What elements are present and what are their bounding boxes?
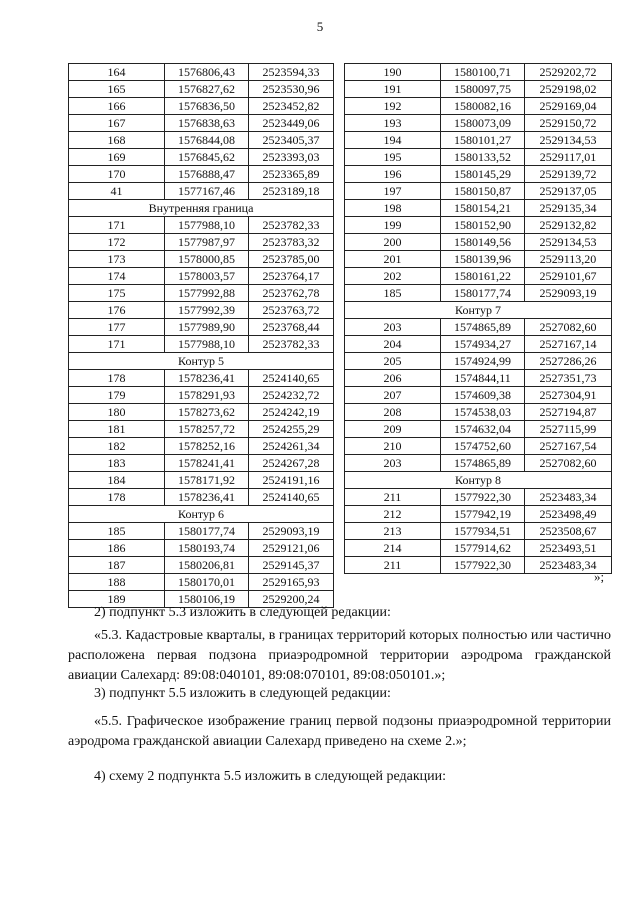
x-coordinate-cell: 1576806,43 — [165, 64, 249, 81]
table-row — [345, 149, 612, 166]
x-coordinate-cell: 1577914,62 — [441, 540, 525, 557]
y-coordinate-cell: 2524232,72 — [249, 387, 334, 404]
point-number-cell: 176 — [69, 302, 165, 319]
section-header-row — [69, 353, 334, 370]
point-number-cell: 195 — [345, 149, 441, 166]
table-row — [69, 319, 334, 336]
y-coordinate-cell: 2529165,93 — [249, 574, 334, 591]
x-coordinate-cell: 1580152,90 — [441, 217, 525, 234]
x-coordinate-cell: 1574924,99 — [441, 353, 525, 370]
y-coordinate-cell: 2524261,34 — [249, 438, 334, 455]
point-number-cell: 211 — [345, 489, 441, 506]
table-row — [345, 115, 612, 132]
x-coordinate-cell: 1580170,01 — [165, 574, 249, 591]
point-number-cell: 168 — [69, 132, 165, 149]
x-coordinate-cell: 1574865,89 — [441, 319, 525, 336]
table-row — [69, 489, 334, 506]
section-header-cell: Внутренняя граница — [69, 200, 334, 217]
x-coordinate-cell: 1574844,11 — [441, 370, 525, 387]
page-number: 5 — [316, 19, 324, 34]
point-number-cell: 206 — [345, 370, 441, 387]
point-number-cell: 186 — [69, 540, 165, 557]
x-coordinate-cell: 1574934,27 — [441, 336, 525, 353]
table-row — [69, 472, 334, 489]
point-number-cell: 166 — [69, 98, 165, 115]
point-number-cell: 193 — [345, 115, 441, 132]
point-number-cell: 185 — [69, 523, 165, 540]
point-number-cell: 171 — [69, 336, 165, 353]
y-coordinate-cell: 2529134,53 — [525, 234, 612, 251]
table-row — [345, 183, 612, 200]
point-number-cell: 180 — [69, 404, 165, 421]
table-row — [69, 404, 334, 421]
point-number-cell: 203 — [345, 455, 441, 472]
point-number-cell: 169 — [69, 149, 165, 166]
section-header-row — [69, 506, 334, 523]
point-number-cell: 175 — [69, 285, 165, 302]
point-number-cell: 172 — [69, 234, 165, 251]
y-coordinate-cell: 2523452,82 — [249, 98, 334, 115]
point-number-cell: 184 — [69, 472, 165, 489]
x-coordinate-cell: 1580154,21 — [441, 200, 525, 217]
point-number-cell: 178 — [69, 370, 165, 387]
y-coordinate-cell: 2529101,67 — [525, 268, 612, 285]
y-coordinate-cell: 2523508,67 — [525, 523, 612, 540]
point-number-cell: 189 — [69, 591, 165, 608]
y-coordinate-cell: 2523530,96 — [249, 81, 334, 98]
y-coordinate-cell: 2529134,53 — [525, 132, 612, 149]
table-row — [69, 115, 334, 132]
table-row — [345, 98, 612, 115]
point-number-cell: 192 — [345, 98, 441, 115]
table-row — [345, 370, 612, 387]
x-coordinate-cell: 1577922,30 — [441, 489, 525, 506]
x-coordinate-cell: 1580145,29 — [441, 166, 525, 183]
x-coordinate-cell: 1576845,62 — [165, 149, 249, 166]
point-number-cell: 41 — [69, 183, 165, 200]
y-coordinate-cell: 2524140,65 — [249, 370, 334, 387]
y-coordinate-cell: 2523768,44 — [249, 319, 334, 336]
y-coordinate-cell: 2523393,03 — [249, 149, 334, 166]
x-coordinate-cell: 1580149,56 — [441, 234, 525, 251]
point-number-cell: 203 — [345, 319, 441, 336]
table-row — [345, 404, 612, 421]
x-coordinate-cell: 1577992,88 — [165, 285, 249, 302]
table-row — [69, 234, 334, 251]
x-coordinate-cell: 1580206,81 — [165, 557, 249, 574]
table-row — [69, 540, 334, 557]
paragraph-item-2: 2) подпункт 5.3 изложить в следующей редакции: — [94, 605, 391, 620]
table-row — [345, 387, 612, 404]
point-number-cell: 210 — [345, 438, 441, 455]
x-coordinate-cell: 1577934,51 — [441, 523, 525, 540]
point-number-cell: 178 — [69, 489, 165, 506]
point-number-cell: 181 — [69, 421, 165, 438]
x-coordinate-cell: 1574632,04 — [441, 421, 525, 438]
table-row — [69, 132, 334, 149]
table-row — [345, 438, 612, 455]
table-row — [345, 506, 612, 523]
x-coordinate-cell: 1578291,93 — [165, 387, 249, 404]
section-header-cell: Контур 8 — [345, 472, 612, 489]
y-coordinate-cell: 2529113,20 — [525, 251, 612, 268]
y-coordinate-cell: 2529137,05 — [525, 183, 612, 200]
y-coordinate-cell: 2523493,51 — [525, 540, 612, 557]
x-coordinate-cell: 1580161,22 — [441, 268, 525, 285]
paragraph-quote-5-5: «5.5. Графическое изображение границ первой подзоны приаэродромной территории аэродрома гражданской авиации Салехард приведено на схеме 2.»; — [68, 714, 611, 749]
table-row — [345, 81, 612, 98]
x-coordinate-cell: 1578236,41 — [165, 370, 249, 387]
table-row — [345, 489, 612, 506]
point-number-cell: 200 — [345, 234, 441, 251]
coordinates-table-right — [344, 63, 612, 574]
y-coordinate-cell: 2523405,37 — [249, 132, 334, 149]
y-coordinate-cell: 2529093,19 — [249, 523, 334, 540]
table-row — [69, 64, 334, 81]
point-number-cell: 164 — [69, 64, 165, 81]
y-coordinate-cell: 2523764,17 — [249, 268, 334, 285]
y-coordinate-cell: 2529202,72 — [525, 64, 612, 81]
point-number-cell: 177 — [69, 319, 165, 336]
x-coordinate-cell: 1576827,62 — [165, 81, 249, 98]
point-number-cell: 174 — [69, 268, 165, 285]
x-coordinate-cell: 1580106,19 — [165, 591, 249, 608]
table-row — [345, 217, 612, 234]
x-coordinate-cell: 1578241,41 — [165, 455, 249, 472]
point-number-cell: 173 — [69, 251, 165, 268]
table-closing-quote: »; — [594, 569, 605, 584]
x-coordinate-cell: 1580082,16 — [441, 98, 525, 115]
point-number-cell: 191 — [345, 81, 441, 98]
x-coordinate-cell: 1577992,39 — [165, 302, 249, 319]
x-coordinate-cell: 1576888,47 — [165, 166, 249, 183]
y-coordinate-cell: 2529198,02 — [525, 81, 612, 98]
point-number-cell: 196 — [345, 166, 441, 183]
y-coordinate-cell: 2524191,16 — [249, 472, 334, 489]
x-coordinate-cell: 1574609,38 — [441, 387, 525, 404]
x-coordinate-cell: 1578003,57 — [165, 268, 249, 285]
y-coordinate-cell: 2527115,99 — [525, 421, 612, 438]
table-row — [345, 200, 612, 217]
x-coordinate-cell: 1578257,72 — [165, 421, 249, 438]
point-number-cell: 205 — [345, 353, 441, 370]
point-number-cell: 204 — [345, 336, 441, 353]
section-header-row — [345, 302, 612, 319]
y-coordinate-cell: 2523782,33 — [249, 336, 334, 353]
table-row — [345, 64, 612, 81]
table-row — [69, 98, 334, 115]
point-number-cell: 213 — [345, 523, 441, 540]
section-header-row — [69, 200, 334, 217]
point-number-cell: 209 — [345, 421, 441, 438]
table-row — [69, 421, 334, 438]
y-coordinate-cell: 2523594,33 — [249, 64, 334, 81]
table-row — [69, 183, 334, 200]
table-row — [69, 268, 334, 285]
table-row — [69, 302, 334, 319]
y-coordinate-cell: 2527082,60 — [525, 319, 612, 336]
y-coordinate-cell: 2523498,49 — [525, 506, 612, 523]
point-number-cell: 182 — [69, 438, 165, 455]
y-coordinate-cell: 2523785,00 — [249, 251, 334, 268]
table-row — [345, 234, 612, 251]
table-row — [69, 166, 334, 183]
point-number-cell: 201 — [345, 251, 441, 268]
x-coordinate-cell: 1580097,75 — [441, 81, 525, 98]
point-number-cell: 187 — [69, 557, 165, 574]
y-coordinate-cell: 2529093,19 — [525, 285, 612, 302]
table-row — [345, 319, 612, 336]
point-number-cell: 167 — [69, 115, 165, 132]
x-coordinate-cell: 1576838,63 — [165, 115, 249, 132]
table-row — [345, 540, 612, 557]
y-coordinate-cell: 2523762,78 — [249, 285, 334, 302]
table-row — [345, 285, 612, 302]
point-number-cell: 165 — [69, 81, 165, 98]
y-coordinate-cell: 2524255,29 — [249, 421, 334, 438]
y-coordinate-cell: 2523483,34 — [525, 489, 612, 506]
table-row — [69, 557, 334, 574]
x-coordinate-cell: 1580073,09 — [441, 115, 525, 132]
y-coordinate-cell: 2527286,26 — [525, 353, 612, 370]
table-row — [69, 81, 334, 98]
x-coordinate-cell: 1580177,74 — [441, 285, 525, 302]
x-coordinate-cell: 1574538,03 — [441, 404, 525, 421]
section-header-cell: Контур 7 — [345, 302, 612, 319]
table-row — [345, 132, 612, 149]
x-coordinate-cell: 1578171,92 — [165, 472, 249, 489]
table-body — [69, 64, 334, 608]
table-row — [69, 251, 334, 268]
y-coordinate-cell: 2529169,04 — [525, 98, 612, 115]
table-row — [69, 370, 334, 387]
point-number-cell: 179 — [69, 387, 165, 404]
y-coordinate-cell: 2523782,33 — [249, 217, 334, 234]
table-row — [69, 285, 334, 302]
section-header-cell: Контур 6 — [69, 506, 334, 523]
point-number-cell: 190 — [345, 64, 441, 81]
y-coordinate-cell: 2523483,34 — [525, 557, 612, 574]
table-row — [69, 387, 334, 404]
table-row — [69, 574, 334, 591]
x-coordinate-cell: 1580101,27 — [441, 132, 525, 149]
point-number-cell: 212 — [345, 506, 441, 523]
point-number-cell: 214 — [345, 540, 441, 557]
x-coordinate-cell: 1577922,30 — [441, 557, 525, 574]
x-coordinate-cell: 1574752,60 — [441, 438, 525, 455]
x-coordinate-cell: 1580150,87 — [441, 183, 525, 200]
table-row — [345, 455, 612, 472]
table-row — [345, 353, 612, 370]
paragraph-quote-5-3: «5.3. Кадастровые кварталы, в границах территорий которых полностью или частично расположена первая подзона приаэродромной территории аэродрома гражданской авиации Салехард: 89:08:040101, 89:08:070101, 89:08:050101.»; — [68, 628, 611, 683]
table-row — [69, 217, 334, 234]
x-coordinate-cell: 1580139,96 — [441, 251, 525, 268]
table-row — [69, 336, 334, 353]
table-row — [69, 455, 334, 472]
y-coordinate-cell: 2529121,06 — [249, 540, 334, 557]
x-coordinate-cell: 1577942,19 — [441, 506, 525, 523]
table-row — [345, 268, 612, 285]
y-coordinate-cell: 2524267,28 — [249, 455, 334, 472]
x-coordinate-cell: 1576844,08 — [165, 132, 249, 149]
x-coordinate-cell: 1577167,46 — [165, 183, 249, 200]
x-coordinate-cell: 1580100,71 — [441, 64, 525, 81]
point-number-cell: 197 — [345, 183, 441, 200]
y-coordinate-cell: 2527351,73 — [525, 370, 612, 387]
point-number-cell: 171 — [69, 217, 165, 234]
point-number-cell: 185 — [345, 285, 441, 302]
table-row — [345, 336, 612, 353]
y-coordinate-cell: 2527082,60 — [525, 455, 612, 472]
point-number-cell: 199 — [345, 217, 441, 234]
point-number-cell: 194 — [345, 132, 441, 149]
y-coordinate-cell: 2529145,37 — [249, 557, 334, 574]
y-coordinate-cell: 2529150,72 — [525, 115, 612, 132]
point-number-cell: 211 — [345, 557, 441, 574]
x-coordinate-cell: 1580193,74 — [165, 540, 249, 557]
point-number-cell: 208 — [345, 404, 441, 421]
coordinates-table-left — [68, 63, 334, 608]
table-row — [345, 166, 612, 183]
table-row — [345, 523, 612, 540]
x-coordinate-cell: 1577988,10 — [165, 217, 249, 234]
x-coordinate-cell: 1574865,89 — [441, 455, 525, 472]
y-coordinate-cell: 2523763,72 — [249, 302, 334, 319]
point-number-cell: 183 — [69, 455, 165, 472]
y-coordinate-cell: 2523449,06 — [249, 115, 334, 132]
y-coordinate-cell: 2529139,72 — [525, 166, 612, 183]
y-coordinate-cell: 2524242,19 — [249, 404, 334, 421]
y-coordinate-cell: 2527194,87 — [525, 404, 612, 421]
paragraph-item-4: 4) схему 2 подпункта 5.5 изложить в следующей редакции: — [94, 769, 447, 784]
point-number-cell: 198 — [345, 200, 441, 217]
table-row — [69, 523, 334, 540]
y-coordinate-cell: 2524140,65 — [249, 489, 334, 506]
y-coordinate-cell: 2527167,14 — [525, 336, 612, 353]
point-number-cell: 170 — [69, 166, 165, 183]
x-coordinate-cell: 1577989,90 — [165, 319, 249, 336]
table-row — [69, 149, 334, 166]
x-coordinate-cell: 1577987,97 — [165, 234, 249, 251]
section-header-row — [345, 472, 612, 489]
table-row — [345, 421, 612, 438]
paragraph-item-3: 3) подпункт 5.5 изложить в следующей редакции: — [94, 686, 391, 701]
section-header-cell: Контур 5 — [69, 353, 334, 370]
y-coordinate-cell: 2529117,01 — [525, 149, 612, 166]
y-coordinate-cell: 2523365,89 — [249, 166, 334, 183]
y-coordinate-cell: 2529200,24 — [249, 591, 334, 608]
x-coordinate-cell: 1580133,52 — [441, 149, 525, 166]
x-coordinate-cell: 1580177,74 — [165, 523, 249, 540]
point-number-cell: 207 — [345, 387, 441, 404]
y-coordinate-cell: 2527167,54 — [525, 438, 612, 455]
table-row — [345, 251, 612, 268]
table-row — [345, 557, 612, 574]
table-row — [69, 438, 334, 455]
point-number-cell: 188 — [69, 574, 165, 591]
y-coordinate-cell: 2523189,18 — [249, 183, 334, 200]
point-number-cell: 202 — [345, 268, 441, 285]
y-coordinate-cell: 2529135,34 — [525, 200, 612, 217]
y-coordinate-cell: 2527304,91 — [525, 387, 612, 404]
x-coordinate-cell: 1578236,41 — [165, 489, 249, 506]
x-coordinate-cell: 1578273,62 — [165, 404, 249, 421]
y-coordinate-cell: 2523783,32 — [249, 234, 334, 251]
table-body — [345, 64, 612, 574]
x-coordinate-cell: 1578000,85 — [165, 251, 249, 268]
y-coordinate-cell: 2529132,82 — [525, 217, 612, 234]
x-coordinate-cell: 1576836,50 — [165, 98, 249, 115]
x-coordinate-cell: 1578252,16 — [165, 438, 249, 455]
x-coordinate-cell: 1577988,10 — [165, 336, 249, 353]
